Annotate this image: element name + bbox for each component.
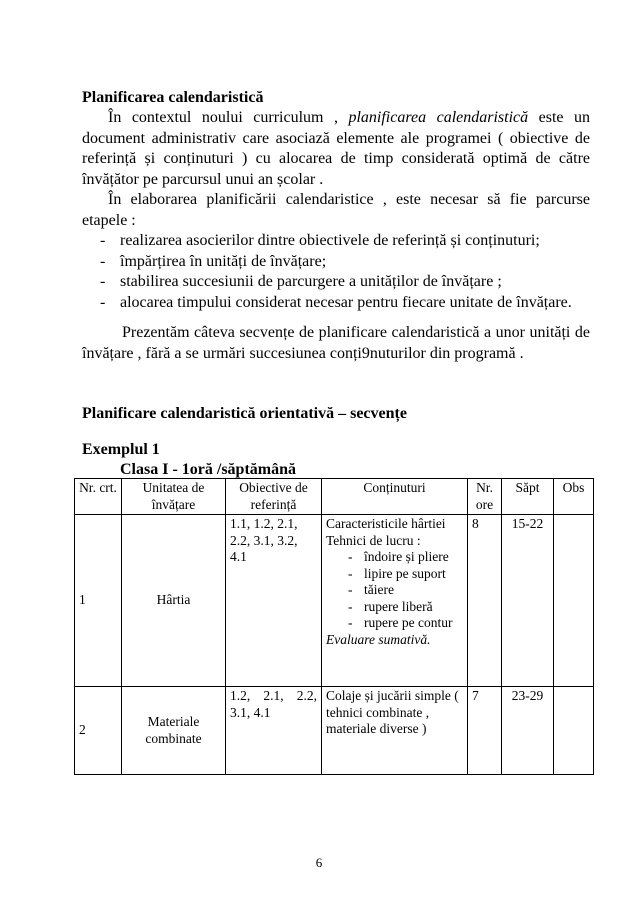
- cell-week: 15-22: [502, 515, 554, 687]
- cell-obs: [554, 687, 594, 775]
- content-evaluation: Evaluare sumativă.: [326, 631, 431, 647]
- table-row: [75, 515, 594, 687]
- cell-hours: 8: [468, 515, 502, 687]
- header-hours: Nr. ore: [468, 479, 502, 515]
- cell-objectives: 1.1, 1.2, 2.1, 2.2, 3.1, 3.2, 4.1: [226, 515, 322, 687]
- content-list: [326, 549, 463, 632]
- content-list-item: - rupere pe contur: [326, 615, 463, 632]
- cell-nr: 2: [75, 687, 122, 775]
- cell-content: Colaje și jucării simple ( tehnici combinate , materiale diverse ): [322, 687, 468, 775]
- content-intro: Caracteristicile hârtiei Tehnici de lucru :: [326, 516, 446, 548]
- content-list-item: - îndoire și pliere: [326, 549, 463, 566]
- content-list-item: - tăiere: [326, 582, 463, 599]
- header-nr: Nr. crt.: [75, 479, 122, 515]
- step-item: - alocarea timpului considerat necesar pentru fiecare unitate de învățare.: [82, 293, 590, 314]
- class-title: Clasa I - 1oră /săptămână: [120, 461, 297, 478]
- paragraph-prezentam-text: Prezentăm câteva secvențe de planificare calendaristică a unor unități de învățare , fără a se urmări succesiunea conți9nuturilor din programă .: [82, 324, 590, 362]
- cell-nr: 1: [75, 515, 122, 687]
- steps-list: [82, 231, 590, 313]
- paragraph-curriculum-end: este un document administrativ care asociază elemente ale programei ( obiective de referință și conținuturi ) cu alocarea de timp considerată optimă de către învățător pe parcursul unui an școlar .: [82, 109, 591, 188]
- content-list-item: - rupere liberă: [326, 599, 463, 616]
- paragraph-curriculum-start: În contextul noului curriculum ,: [108, 109, 349, 126]
- cell-objectives: 1.2, 2.1, 2.2, 3.1, 4.1: [226, 687, 322, 775]
- paragraph-curriculum: [82, 108, 590, 190]
- heading-planificare-orientativa: Planificare calendaristică orientativă – secvențe: [82, 405, 407, 422]
- header-content: Conținuturi: [322, 479, 468, 515]
- cell-hours: 7: [468, 687, 502, 775]
- cell-unit: Materiale combinate: [122, 687, 226, 775]
- step-item: - stabilirea succesiunii de parcurgere a unităților de învățare ;: [82, 272, 590, 293]
- step-item: - împărțirea în unități de învățare;: [82, 252, 590, 273]
- table-header-row: [75, 479, 594, 515]
- header-objectives: Obiective de referință: [226, 479, 322, 515]
- header-week: Săpt: [502, 479, 554, 515]
- paragraph-elaborare: [82, 190, 590, 231]
- example-title: Exemplul 1: [82, 441, 160, 458]
- cell-content: [322, 515, 468, 687]
- header-unit: Unitatea de învățare: [122, 479, 226, 515]
- planning-table: [74, 478, 594, 775]
- header-obs: Obs: [554, 479, 594, 515]
- cell-unit: Hârtia: [122, 515, 226, 687]
- cell-week: 23-29: [502, 687, 554, 775]
- paragraph-curriculum-italic: planificarea calendaristică: [348, 109, 529, 126]
- content-list-item: - lipire pe suport: [326, 566, 463, 583]
- page-number: 6: [315, 855, 323, 870]
- cell-obs: [554, 515, 594, 687]
- heading-planificarea: Planificarea calendaristică: [82, 89, 264, 106]
- step-item: - realizarea asocierilor dintre obiectivele de referință și conținuturi;: [82, 231, 590, 252]
- paragraph-elaborare-text: În elaborarea planificării calendaristice , este necesar să fie parcurse etapele :: [82, 191, 590, 229]
- paragraph-prezentam: [82, 323, 590, 364]
- table-row: [75, 687, 594, 775]
